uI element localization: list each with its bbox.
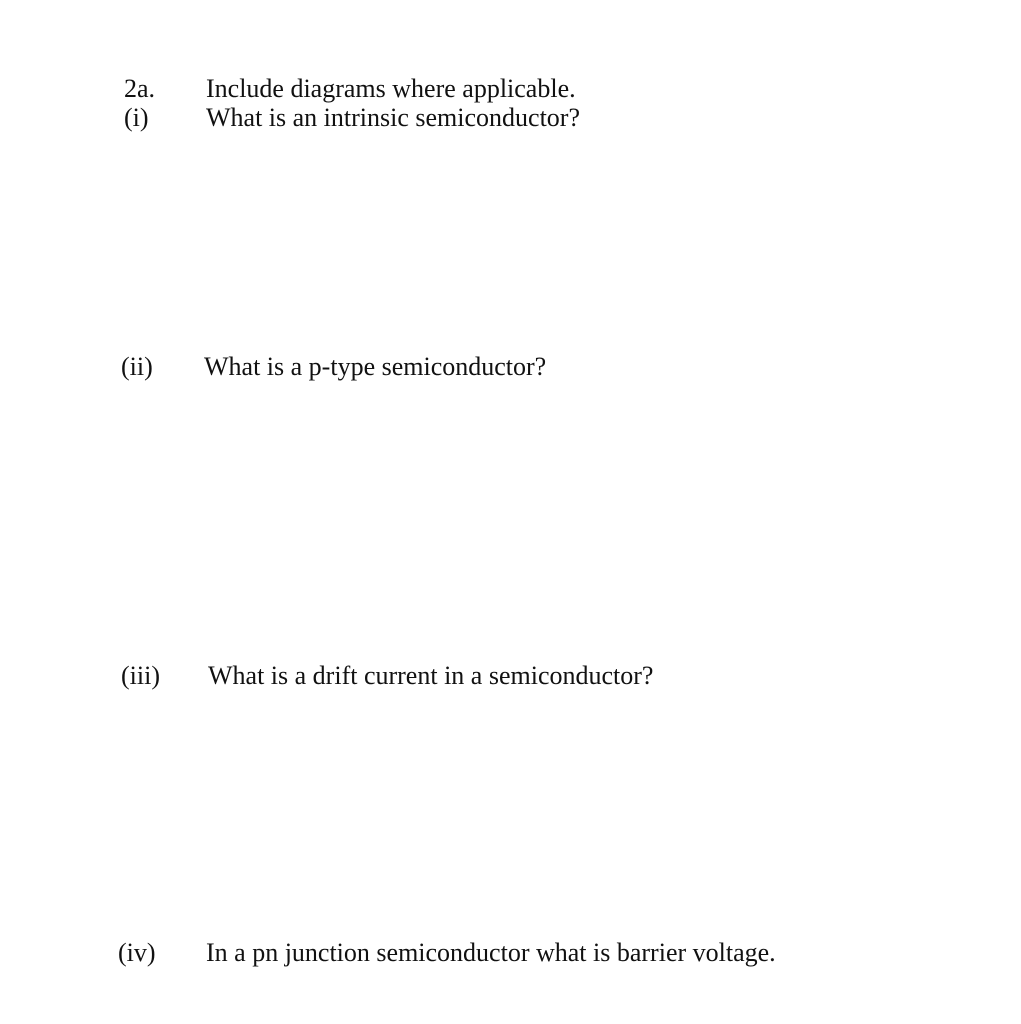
part-label: (iv)	[118, 938, 156, 967]
part-text: What is a p-type semiconductor?	[204, 352, 547, 381]
question-part-iii	[0, 659, 1021, 693]
question-number: 2a.	[124, 74, 156, 103]
part-label: (iii)	[121, 661, 160, 690]
part-text: What is a drift current in a semiconductor?	[208, 661, 654, 690]
part-label: (ii)	[121, 352, 153, 381]
question-part-i	[0, 101, 1021, 135]
part-text: In a pn junction semiconductor what is barrier voltage.	[206, 938, 776, 967]
part-label: (i)	[124, 103, 149, 132]
question-part-ii	[0, 350, 1021, 384]
part-text: What is an intrinsic semiconductor?	[206, 103, 581, 132]
question-instruction: Include diagrams where applicable.	[206, 74, 576, 103]
question-part-iv	[0, 936, 1021, 970]
